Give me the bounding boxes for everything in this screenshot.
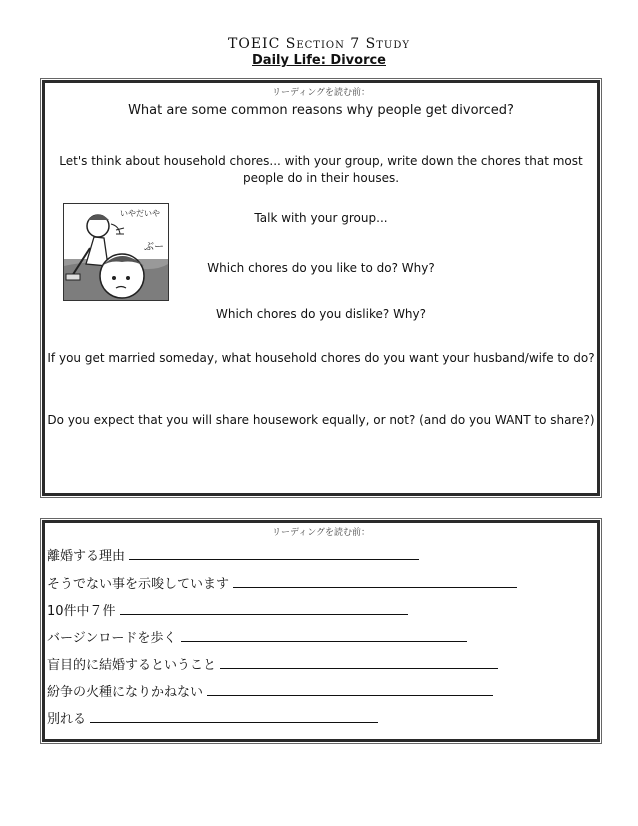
vocab-term: 10件中７件 [47, 604, 116, 619]
talk-with-group: Talk with your group... [254, 211, 388, 225]
question-dislike-chores: Which chores do you dislike? Why? [215, 307, 427, 321]
answer-blank[interactable] [129, 547, 419, 560]
vocab-term: 紛争の火種になりかねない [47, 685, 204, 700]
vocabulary-box [42, 520, 600, 742]
answer-blank[interactable] [207, 683, 493, 696]
vocab-term: 別れる [47, 712, 87, 727]
vocab-item [47, 600, 408, 619]
answer-blank[interactable] [90, 710, 378, 723]
question-married-chores: If you get married someday, what household chores do you want your husband/wife to do? [47, 351, 595, 365]
vocab-term: そうでない事を示唆しています [47, 577, 230, 592]
vocab-item [47, 573, 517, 592]
question-share-housework: Do you expect that you will share housework equally, or not? (and do you WANT to share?) [47, 413, 595, 427]
discussion-box [42, 80, 600, 496]
vocab-item [47, 708, 378, 727]
answer-blank[interactable] [120, 602, 408, 615]
illustration-speech-2: ぶー [144, 242, 164, 253]
vocab-item [47, 681, 493, 700]
vocab-item [47, 545, 419, 564]
worksheet-title: TOEIC Section 7 Study [228, 36, 410, 52]
vocab-item [47, 654, 498, 673]
section-caption: リーディングを読む前： [271, 528, 371, 538]
answer-blank[interactable] [181, 629, 467, 642]
section-caption: リーディングを読む前： [271, 88, 371, 98]
vocab-term: バージンロードを歩く [47, 631, 177, 646]
divorce-reasons-question: What are some common reasons why people get divorced? [128, 103, 514, 118]
vocab-term: 盲目的に結婚するということ [47, 658, 217, 673]
chores-prompt: Let's think about household chores... with your group, write down the chores that most people do in their houses. [59, 154, 583, 185]
vocab-term: 離婚する理由 [47, 549, 126, 564]
question-like-chores: Which chores do you like to do? Why? [207, 261, 435, 275]
worksheet-subtitle: Daily Life: Divorce [252, 53, 386, 68]
answer-blank[interactable] [233, 575, 517, 588]
vocab-item [47, 627, 467, 646]
answer-blank[interactable] [220, 656, 498, 669]
illustration-speech-1: いやだいや [120, 209, 160, 218]
